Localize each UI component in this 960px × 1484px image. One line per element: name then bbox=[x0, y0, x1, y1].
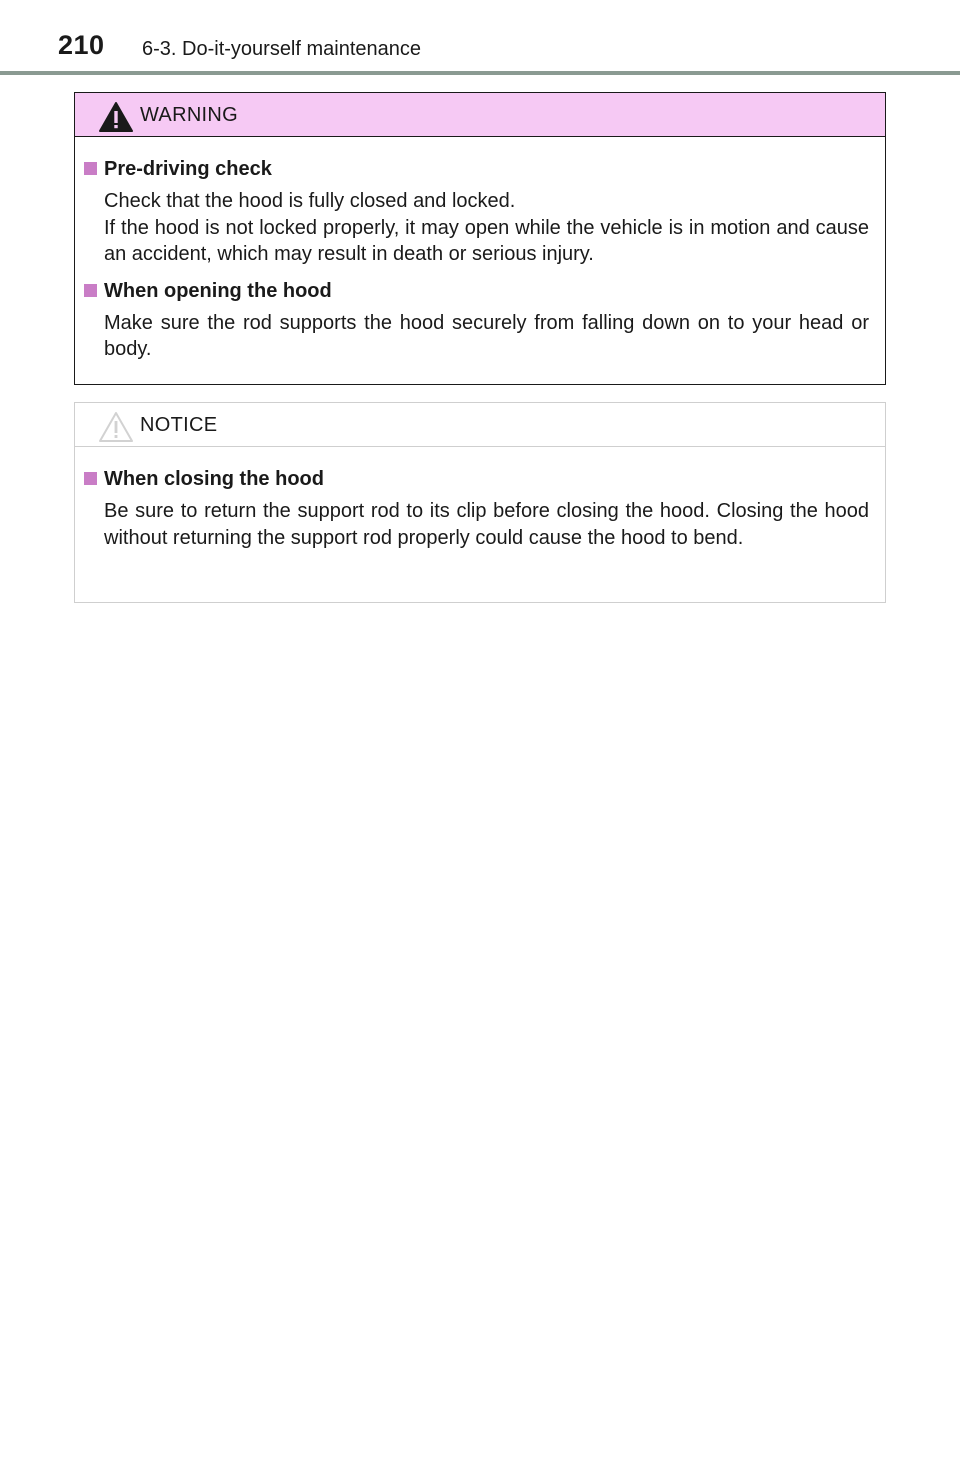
page-number: 210 bbox=[58, 30, 105, 60]
warning-header bbox=[75, 93, 885, 137]
item-title-text: When closing the hood bbox=[104, 468, 324, 490]
warning-item-body bbox=[83, 188, 869, 268]
notice-item-body bbox=[83, 498, 869, 551]
paragraph: Be sure to return the support rod to its clip before closing the hood. Closing the hood without returning the support rod properly could cause the hood to bend. bbox=[104, 500, 869, 549]
warning-label: WARNING bbox=[140, 104, 239, 126]
warning-item-body bbox=[83, 310, 869, 363]
paragraph: Make sure the rod supports the hood securely from falling down on to your head or body. bbox=[104, 311, 869, 360]
paragraph: Check that the hood is fully closed and locked. bbox=[104, 190, 516, 212]
square-bullet-icon bbox=[84, 284, 97, 297]
notice-item-title bbox=[83, 466, 869, 492]
paragraph: If the hood is not locked properly, it may open while the vehicle is in motion and cause an accident, which may result in death or serious injury. bbox=[104, 216, 869, 265]
item-title-text: Pre-driving check bbox=[104, 158, 272, 180]
notice-header bbox=[75, 403, 885, 447]
square-bullet-icon bbox=[84, 162, 97, 175]
header-rule bbox=[0, 71, 960, 75]
caution-triangle-outline-icon bbox=[97, 410, 135, 444]
page-header bbox=[0, 0, 960, 76]
notice-box bbox=[74, 402, 886, 603]
warning-item-title bbox=[83, 156, 869, 182]
section-title: 6-3. Do-it-yourself maintenance bbox=[142, 38, 422, 60]
warning-item-title bbox=[83, 278, 869, 304]
notice-item bbox=[83, 466, 869, 551]
warning-items bbox=[75, 137, 885, 363]
item-title-text: When opening the hood bbox=[104, 279, 332, 302]
notice-label: NOTICE bbox=[140, 414, 218, 436]
notice-items bbox=[75, 447, 885, 551]
warning-item bbox=[83, 156, 869, 268]
square-bullet-icon bbox=[84, 472, 97, 485]
warning-item bbox=[83, 278, 869, 363]
warning-triangle-icon bbox=[97, 100, 135, 134]
warning-box bbox=[74, 92, 886, 385]
